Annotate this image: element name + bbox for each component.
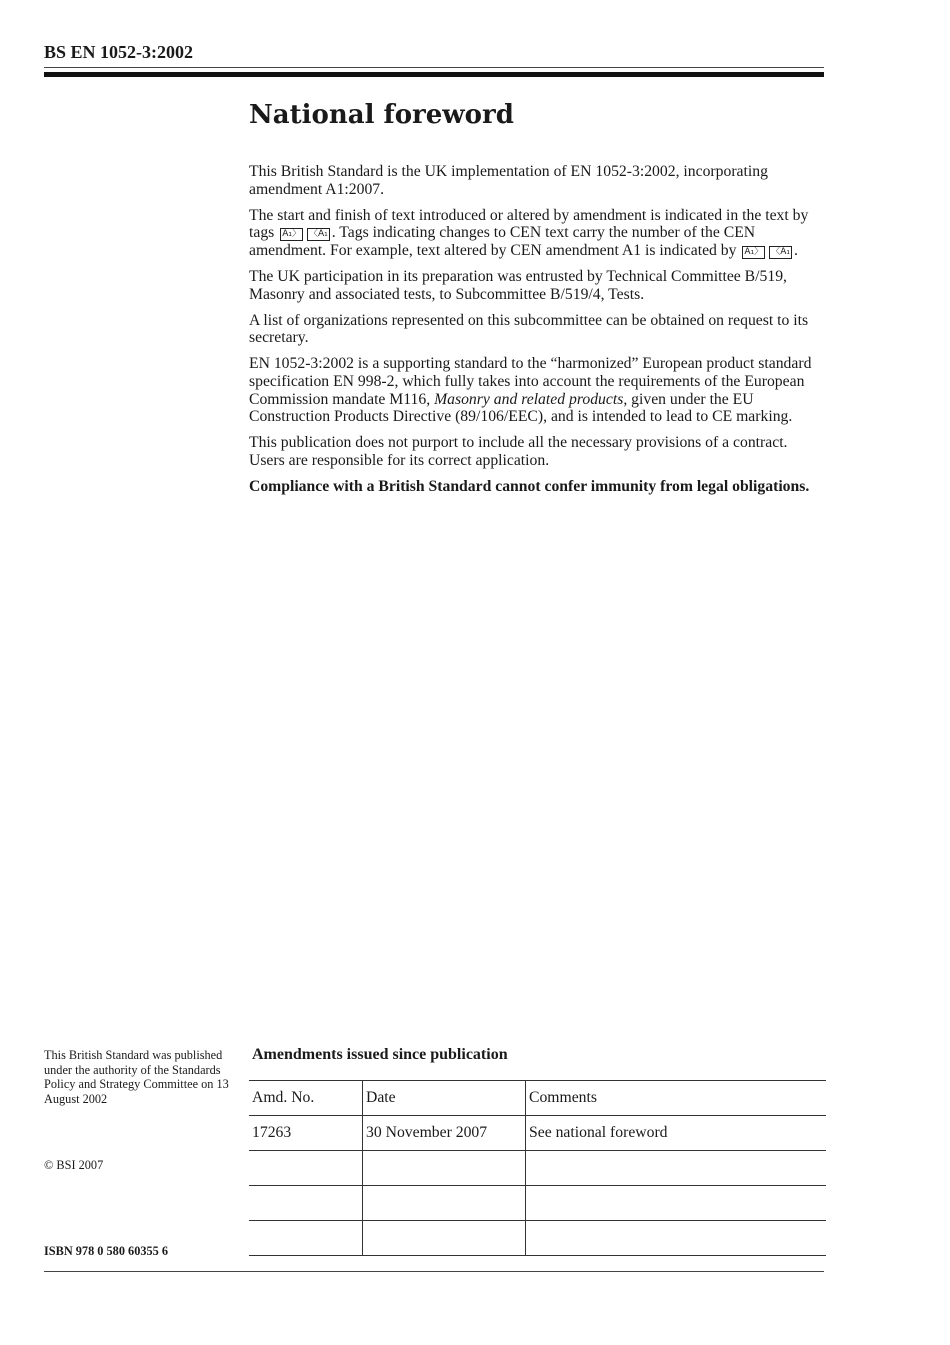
publication-authority: This British Standard was published under the authority of the Standards Policy and Strategy Committee on 13 August 2002	[44, 1048, 229, 1106]
page-title: National foreword	[249, 100, 514, 130]
table-row	[249, 1151, 826, 1186]
amendment-start-tag: A₁〉	[282, 229, 301, 240]
cell-comments	[526, 1186, 827, 1221]
amendment-end-tag: 〈A₁	[771, 246, 790, 257]
amendments-heading: Amendments issued since publication	[252, 1046, 508, 1063]
cell-date	[363, 1151, 526, 1186]
isbn: ISBN 978 0 580 60355 6	[44, 1244, 169, 1258]
table-header-row	[249, 1081, 826, 1116]
table-row	[249, 1186, 826, 1221]
cell-comments	[526, 1221, 827, 1256]
harmonized-text-a: EN 1052-3:2002 is a supporting standard to the “harmonized” European product standard specification EN 998-2, which fully takes into account the requirements of the European Commission mandate M116,	[249, 355, 812, 408]
header-rule-thick	[44, 72, 824, 77]
paragraph-harmonized	[249, 355, 827, 425]
tags-text-b: . Tags indicating changes to CEN text carry the number of the CEN amendment. For example, text altered by CEN amendment A1 is indicated by	[249, 224, 756, 259]
tags-text-c: .	[793, 241, 798, 259]
paragraph-organizations: A list of organizations represented on this subcommittee can be obtained on request to its secretary.	[249, 311, 809, 347]
cell-amd-no	[249, 1151, 363, 1186]
harmonized-text-b: , given under the EU Construction Products Directive (89/106/EEC), and is intended to lead to CE marking.	[249, 390, 793, 426]
table-row	[249, 1116, 826, 1151]
column-header-comments: Comments	[526, 1081, 827, 1116]
cell-date	[363, 1221, 526, 1256]
cell-amd-no	[249, 1186, 363, 1221]
amendment-end-tag: 〈A₁	[308, 229, 328, 240]
cell-date	[363, 1186, 526, 1221]
document-id: BS EN 1052-3:2002	[44, 42, 194, 62]
foreword-body	[249, 163, 827, 504]
paragraph-compliance: Compliance with a British Standard cannot confer immunity from legal obligations.	[249, 477, 810, 495]
cell-amd-no	[249, 1221, 363, 1256]
cell-date: 30 November 2007	[363, 1116, 526, 1151]
paragraph-committee: The UK participation in its preparation was entrusted by Technical Committee B/519, Masonry and associated tests, to Subcommittee B/519/4, Tests.	[249, 267, 787, 303]
paragraph-provisions: This publication does not purport to include all the necessary provisions of a contract. Users are responsible for its correct application.	[249, 434, 788, 469]
paragraph-implementation: This British Standard is the UK implementation of EN 1052-3:2002, incorporating amendment A1:2007.	[249, 163, 768, 198]
amendment-start-tag: A₁〉	[744, 246, 764, 257]
header-rule-thin	[44, 67, 824, 68]
table-row	[249, 1221, 826, 1256]
cell-comments: See national foreword	[526, 1116, 827, 1151]
cell-amd-no: 17263	[249, 1116, 363, 1151]
tags-text-a: The start and finish of text introduced or altered by amendment is indicated in the text by tags	[249, 206, 809, 242]
amendments-table	[249, 1080, 826, 1256]
cell-comments	[526, 1151, 827, 1186]
paragraph-amendment-tags	[249, 207, 827, 260]
copyright: © BSI 2007	[44, 1158, 104, 1172]
mandate-title: Masonry and related products	[434, 390, 624, 408]
column-header-amd-no: Amd. No.	[249, 1081, 363, 1116]
footer-rule	[44, 1271, 824, 1272]
column-header-date: Date	[363, 1081, 526, 1116]
